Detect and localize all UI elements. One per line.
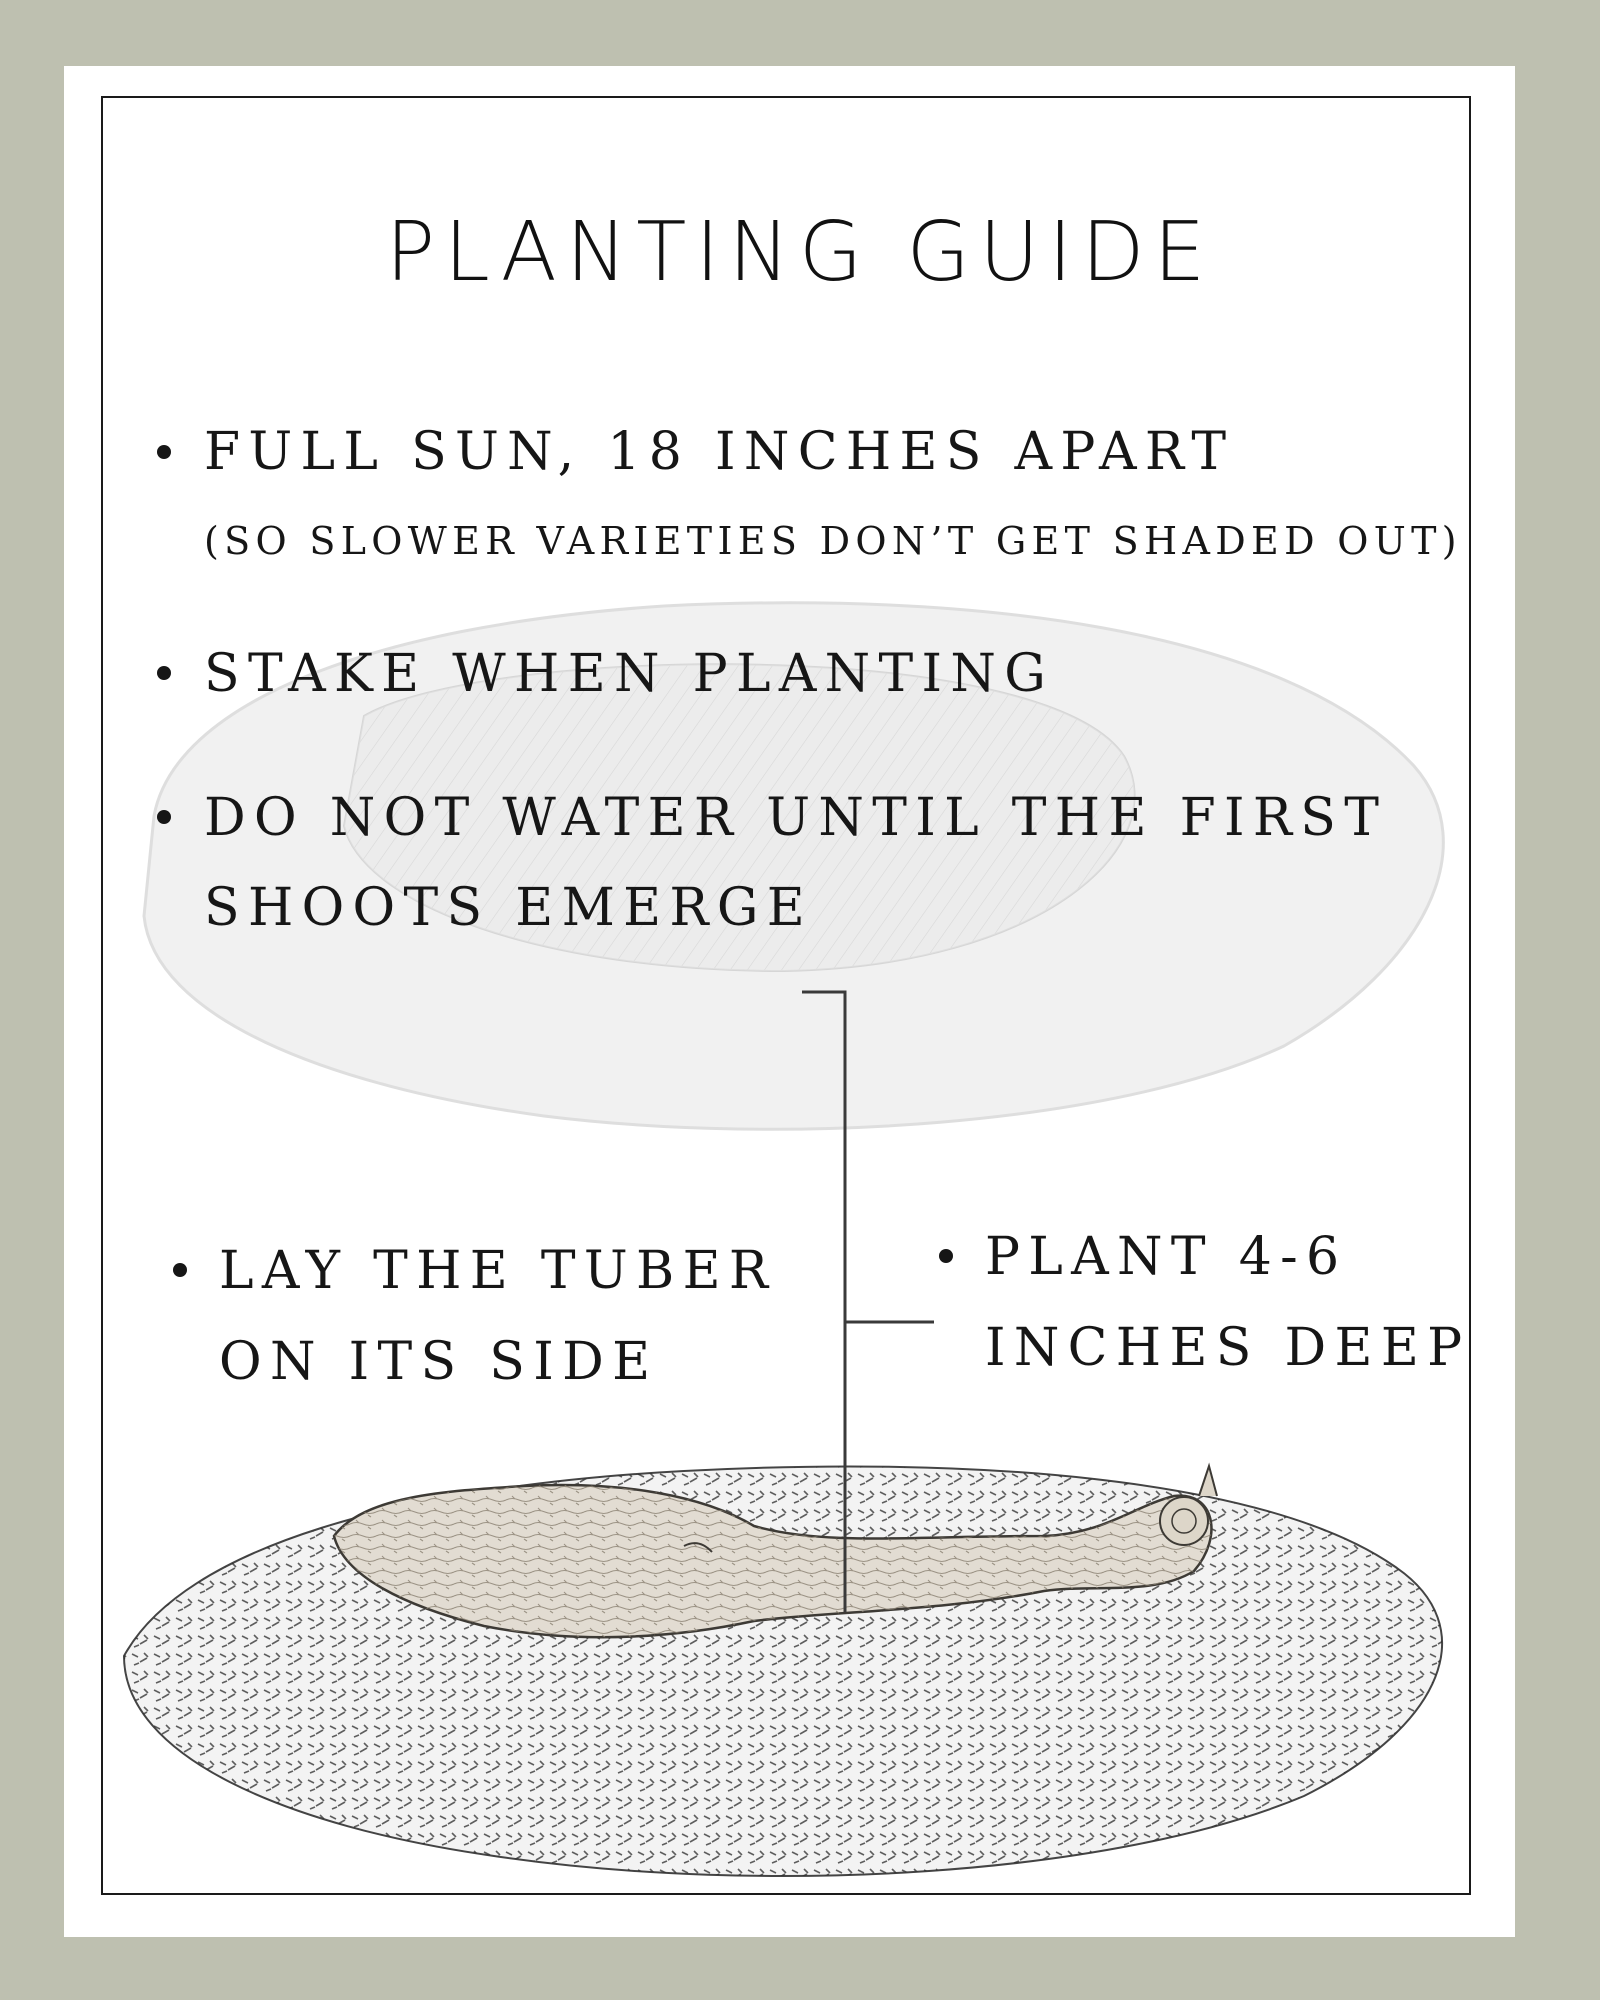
tip-full-sun-note: (SO SLOWER VARIETIES DON’T GET SHADED OUT) — [204, 519, 1462, 563]
bullet-dot — [173, 1263, 187, 1277]
callout-tuber-line-2: ON ITS SIDE — [219, 1332, 659, 1392]
bullet-dot — [157, 666, 171, 680]
bullet-dot — [157, 810, 171, 824]
inner-frame — [101, 96, 1471, 1895]
callout-depth-line-2: INCHES DEEP — [985, 1318, 1471, 1378]
callout-depth-line-1: PLANT 4-6 — [985, 1227, 1348, 1287]
tip-stake: STAKE WHEN PLANTING — [204, 644, 1055, 704]
callout-tuber-line-1: LAY THE TUBER — [219, 1241, 777, 1301]
bullet-dot — [939, 1249, 953, 1263]
tip-water-line-2: SHOOTS EMERGE — [204, 878, 814, 938]
bullet-dot — [157, 445, 171, 459]
tip-full-sun: FULL SUN, 18 INCHES APART — [204, 422, 1235, 482]
page-title: PLANTING GUIDE — [385, 205, 1215, 300]
tip-water-line-1: DO NOT WATER UNTIL THE FIRST — [204, 788, 1388, 848]
